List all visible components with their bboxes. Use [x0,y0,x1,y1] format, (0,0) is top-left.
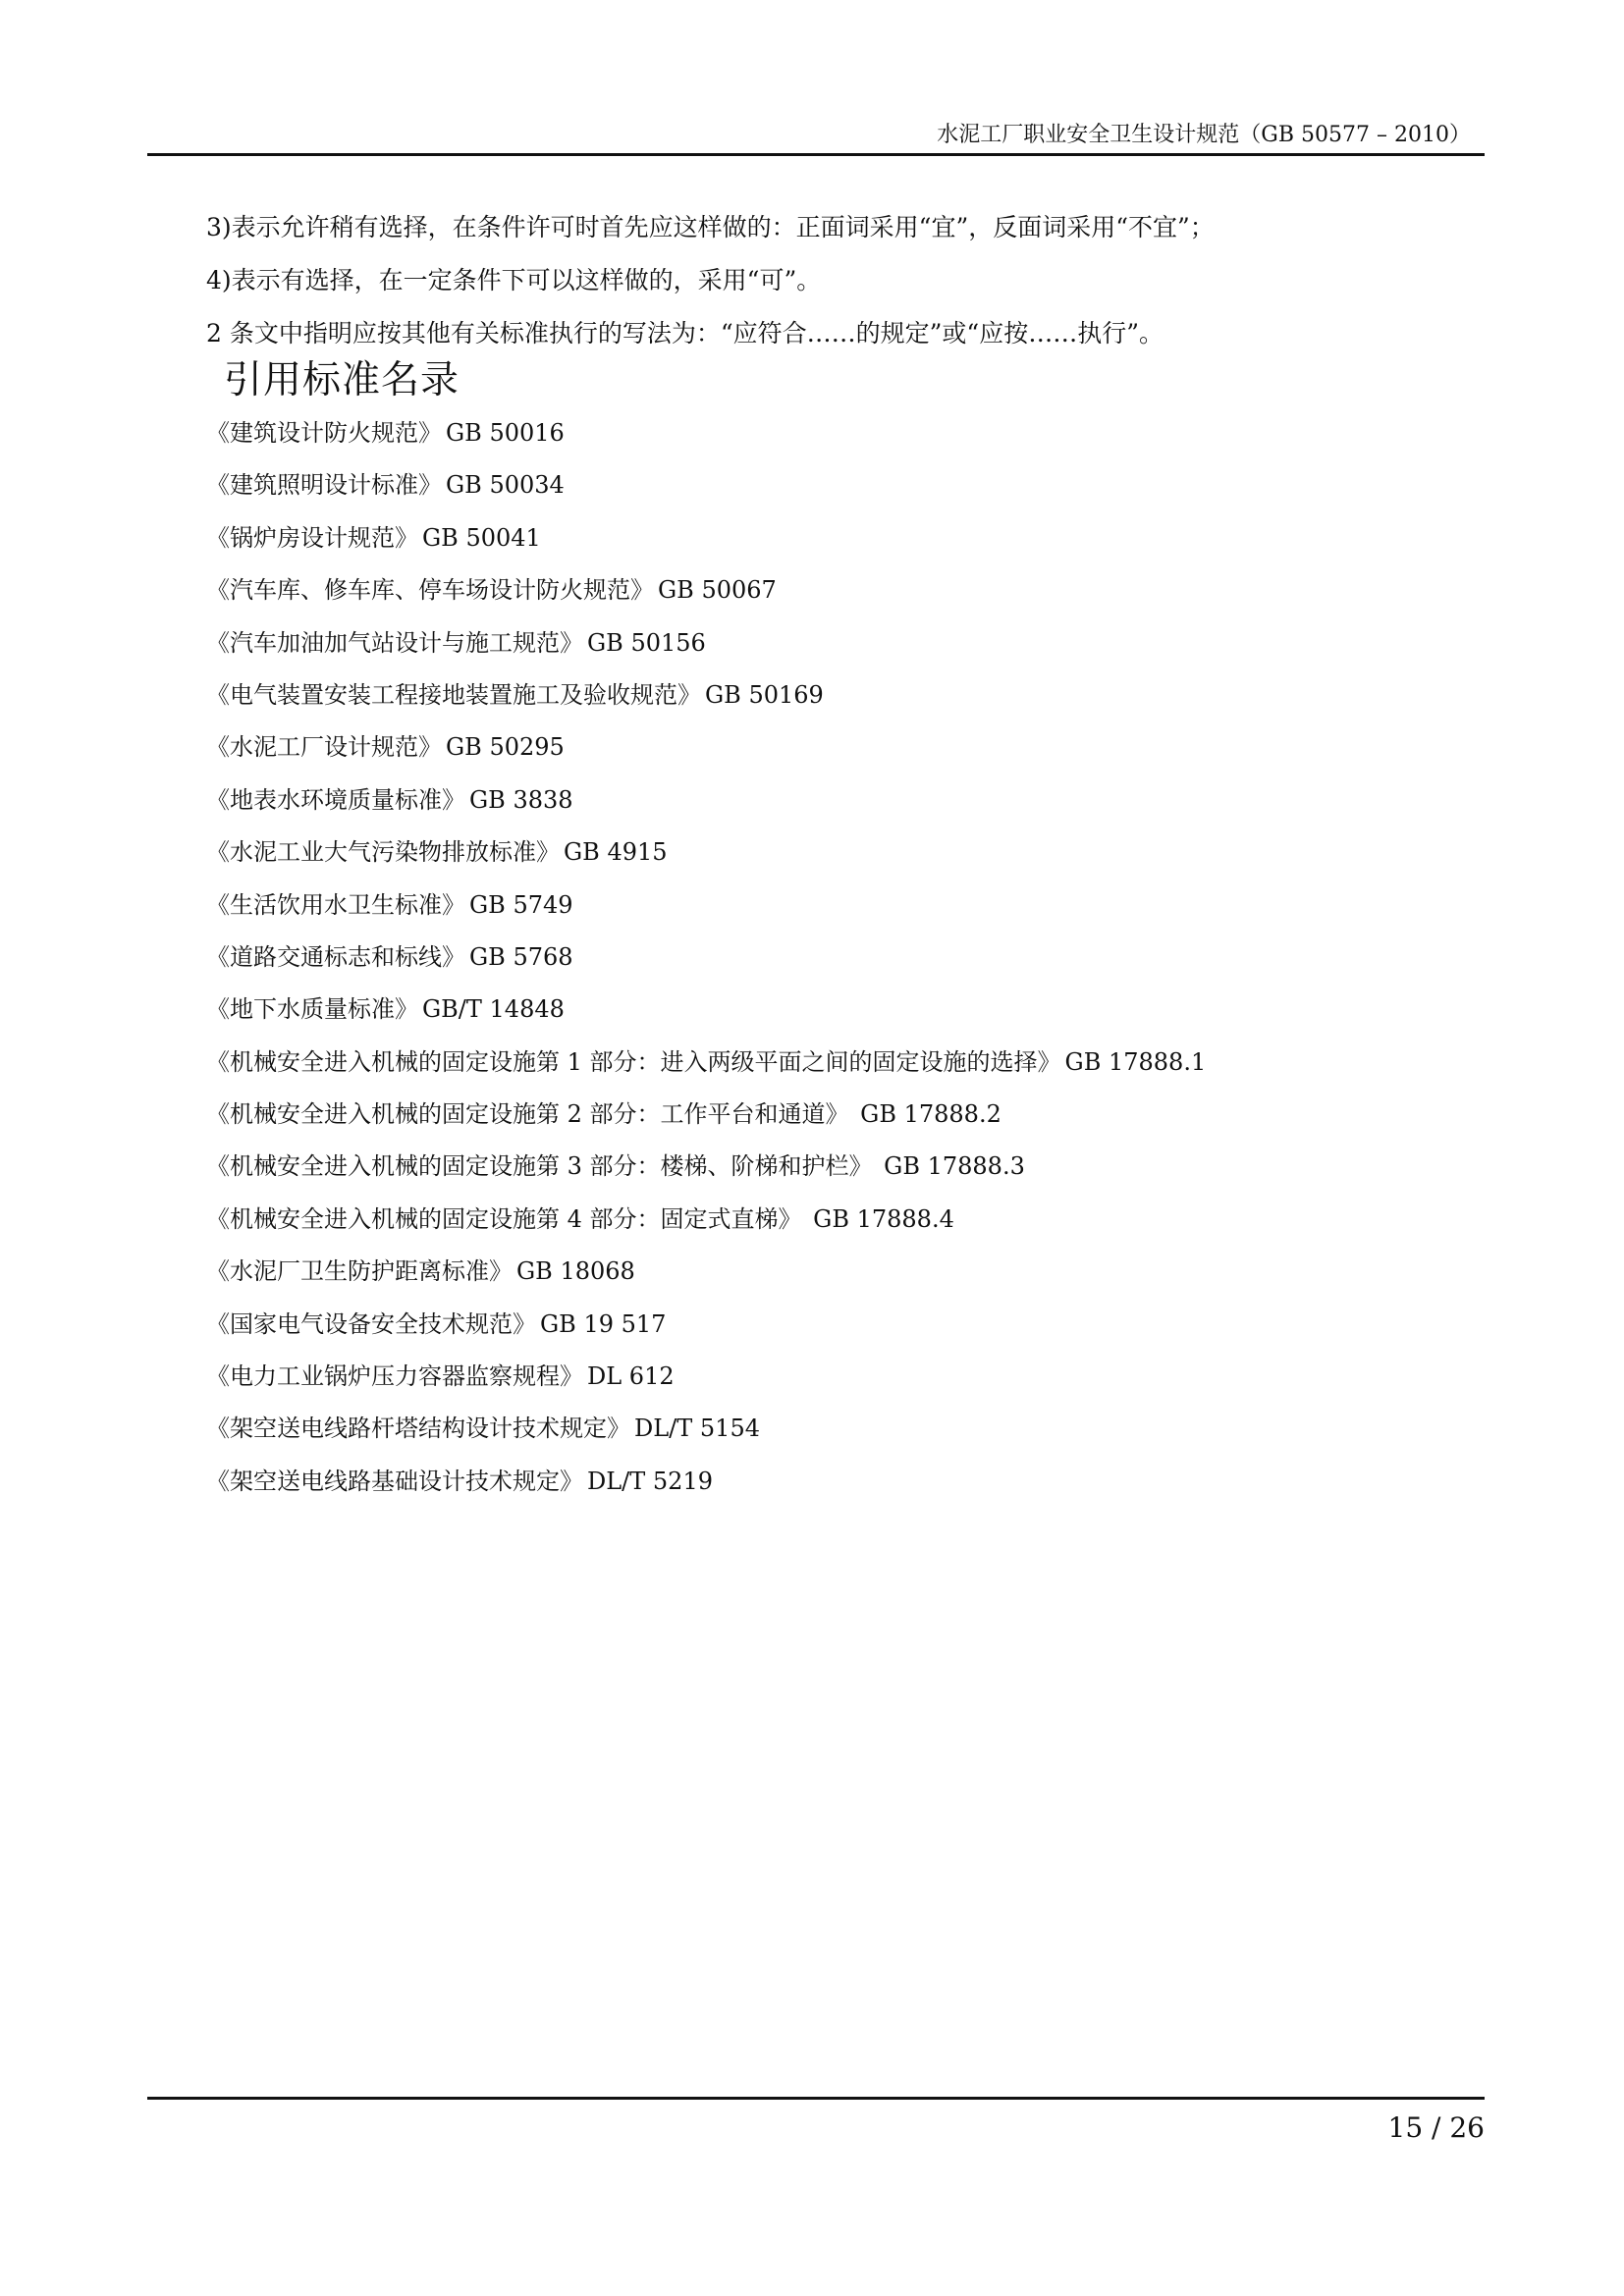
reference-code: GB/T 14848 [422,995,565,1024]
reference-name: 《建筑照明设计标准》 [206,471,442,500]
reference-name: 《水泥厂卫生防护距离标准》 [206,1257,513,1286]
reference-name: 《国家电气设备安全技术规范》 [206,1309,536,1338]
reference-code: GB 50295 [446,733,565,762]
reference-name: 《机械安全进入机械的固定设施第 3 部分：楼梯、阶梯和护栏》 [206,1152,873,1181]
reference-item [206,827,1483,879]
reference-item [206,1456,1483,1508]
reference-code: GB 17888.1 [1064,1047,1207,1076]
reference-item [206,1351,1483,1403]
page-header [147,110,1485,156]
document-title: 水泥工厂职业安全卫生设计规范（GB 50577 – 2010） [937,123,1471,147]
intro-line: 2 条文中指明应按其他有关标准执行的写法为：“应符合……的规定”或“应按……执行”。 [206,319,1164,347]
reference-code: GB 50034 [446,471,565,500]
reference-item [206,564,1483,616]
page-number: 15 / 26 [1387,2111,1485,2144]
reference-name: 《水泥工厂设计规范》 [206,733,442,762]
section-title: 引用标准名录 [224,358,460,402]
reference-item [206,721,1483,774]
reference-item [206,459,1483,511]
reference-item [206,1141,1483,1193]
reference-code: DL 612 [587,1362,675,1391]
reference-item [206,932,1483,984]
reference-code: GB 17888.2 [852,1100,1001,1129]
reference-item [206,512,1483,564]
reference-item [206,1037,1483,1089]
reference-code: GB 17888.3 [876,1152,1025,1181]
reference-name: 《汽车加油加气站设计与施工规范》 [206,628,583,657]
reference-code: GB 50067 [658,576,777,605]
reference-item [206,880,1483,932]
reference-name: 《电气装置安装工程接地装置施工及验收规范》 [206,680,701,709]
reference-item [206,1299,1483,1351]
reference-name: 《地表水环境质量标准》 [206,785,465,814]
reference-name: 《地下水质量标准》 [206,995,418,1024]
reference-item [206,1194,1483,1246]
reference-code: GB 50041 [422,523,541,552]
reference-code: GB 50169 [705,680,824,709]
reference-name: 《电力工业锅炉压力容器监察规程》 [206,1362,583,1391]
reference-code: GB 5749 [469,890,573,919]
reference-name: 《机械安全进入机械的固定设施第 1 部分：进入两级平面之间的固定设施的选择》 [206,1047,1061,1076]
intro-line: 4)表示有选择，在一定条件下可以这样做的，采用“可”。 [206,266,822,294]
reference-code: GB 4915 [564,838,668,867]
reference-code: GB 18068 [516,1257,635,1286]
reference-item [206,984,1483,1036]
reference-name: 《机械安全进入机械的固定设施第 4 部分：固定式直梯》 [206,1204,802,1233]
reference-name: 《道路交通标志和标线》 [206,942,465,971]
intro-text [206,201,1483,360]
reference-code: DL/T 5219 [587,1467,713,1495]
reference-item [206,774,1483,827]
intro-line: 3)表示允许稍有选择，在条件许可时首先应这样做的：正面词采用“宜”，反面词采用“不宜”； [206,213,1215,241]
reference-item [206,1089,1483,1141]
reference-code: GB 50016 [446,419,565,447]
reference-item [206,669,1483,721]
reference-name: 《建筑设计防火规范》 [206,419,442,447]
page-footer [147,2097,1485,2144]
reference-code: GB 5768 [469,942,573,971]
reference-list [206,407,1483,1508]
reference-item [206,1403,1483,1455]
reference-name: 《锅炉房设计规范》 [206,523,418,552]
reference-code: GB 17888.4 [805,1204,954,1233]
reference-item [206,1246,1483,1298]
reference-name: 《机械安全进入机械的固定设施第 2 部分：工作平台和通道》 [206,1100,849,1129]
reference-code: DL/T 5154 [634,1415,760,1443]
reference-name: 《架空送电线路杆塔结构设计技术规定》 [206,1415,630,1443]
reference-item [206,407,1483,459]
reference-code: GB 19 517 [540,1309,667,1338]
reference-name: 《汽车库、修车库、停车场设计防火规范》 [206,576,654,605]
reference-item [206,617,1483,669]
reference-code: GB 50156 [587,628,706,657]
reference-name: 《水泥工业大气污染物排放标准》 [206,838,560,867]
reference-name: 《架空送电线路基础设计技术规定》 [206,1467,583,1495]
reference-code: GB 3838 [469,785,573,814]
reference-name: 《生活饮用水卫生标准》 [206,890,465,919]
